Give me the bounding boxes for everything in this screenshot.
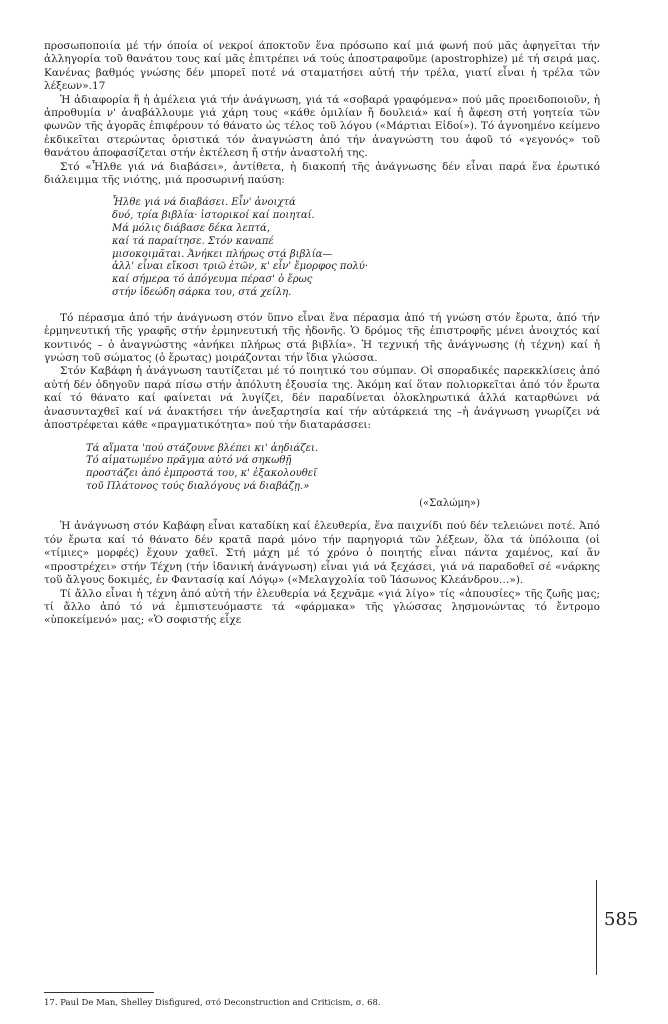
paragraph-6: Ἡ ἀνάγνωση στόν Καβάφη εἶναι καταδίκη καί ἐλευθερία, ἕνα παιχνίδι πού δέν τελειώνει ποτέ. Ἀπό τόν ἔρωτα καί τό θάνατο δέν κρατᾶ παρά μόνο τήν παρηγοριά τῶν λέξεων, ὅλα τά ὑπόλοιπα (οἱ «τίμιες» μορφές) ἔχουν χαθεῖ. Στή μάχη μέ τό χρόνο ὁ ποιητής εἶναι πάντα χαμένος, καί ἄν «προστρέχει» στήν Τέχνη (τήν ἰδανική ἀνάγνωση) εἶναι γιά νά ξεχάσει, γιά νά παραδοθεῖ σέ «νάρκης τοῦ ἄλγους δοκιμές, ἐν Φαντασίᾳ καί Λόγῳ» («Μελαγχολία τοῦ Ἰάσωνος Κλεάνδρου…»). (44, 520, 600, 587)
paragraph-3: Στό «Ἦλθε γιά νά διαβάσει», ἀντίθετα, ἡ διακοπή τῆς ἀνάγνωσης δέν εἶναι παρά ἕνα ἐρωτικό διάλειμμα τῆς νιότης, μιά προσωρινή παύση: (44, 160, 600, 187)
page-number-divider (596, 880, 597, 975)
poem-quote-1: Ἦλθε γιά νά διαβάσει. Εἶν' ἀνοιχτά δυό, τρία βιβλία· ἱστορικοί καί ποιηταί. Μά μόλις διάβασε δέκα λεπτά, καί τά παραίτησε. Στόν καναπέ μισοκοιμᾶται. Ἀνήκει πλήρως στά βιβλία— ἀλλ' εἶναι εἴκοσι τριῶ ἐτῶν, κ' εἶν' ἔμορφος πολύ· καί σήμερα τό ἀπόγευμα πέρασ' ὁ ἔρως στήν ἰδεώδη σάρκα του, στά χείλη. (112, 197, 369, 299)
document-page (44, 40, 600, 1015)
page-number: 585 (604, 909, 639, 930)
paragraph-7: Τί ἄλλο εἶναι ἡ τέχνη ἀπό αὐτή τήν ἐλευθερία νά ξεχνᾶμε «γιά λίγο» τίς «ἀπουσίες» τῆς ζωῆς μας; τί ἄλλο ἀπό τό νά ἐμπιστευόμαστε τά «φάρμακα» τῆς γλώσσας λησμονώντας τό ἔντρομο «ὑποκείμενό» μας; «Ὁ σοφιστής εἶχε (44, 587, 600, 627)
footnote-divider (44, 992, 154, 993)
poem-quote-2: Τά αἵματα 'πού στάζουνε βλέπει κι' ἀηδιάζει. Τό αἱματωμένο πρᾶγμα αὐτό νά σηκωθῇ προστάζει ἀπό ἐμπροστά του, κ' ἐξακολουθεῖ τοῦ Πλάτονος τούς διαλόγους νά διαβάζῃ.» (86, 442, 319, 492)
footnote: 17. Paul De Man, Shelley Disfigured, στό Deconstruction and Criticism, σ. 68. (44, 998, 381, 1008)
paragraph-4: Τό πέρασμα ἀπό τήν ἀνάγνωση στόν ὕπνο εἶναι ἕνα πέρασμα ἀπό τή γνώση στόν ἔρωτα, ἀπό τήν ἑρμηνευτική τῆς γραφῆς στήν ἑρμηνευτική τῆς ἡδονῆς. Ὁ δρόμος τῆς ἐπιστροφῆς μένει ἀνοιχτός καί κοντινός – ὁ ἀναγνώστης «ἀνήκει πλήρως στά βιβλία». Ἡ τεχνική τῆς ἀνάγνωσης (ἡ τέχνη) καί ἡ γνώση τοῦ σώματος (ὁ ἔρωτας) μοιράζονται τήν ἴδια γλώσσα. (44, 311, 600, 365)
paragraph-5: Στόν Καβάφη ἡ ἀνάγνωση ταυτίζεται μέ τό ποιητικό του σύμπαν. Οἱ σποραδικές παρεκκλίσεις ἀπό αὐτή δέν ὁδηγοῦν παρά πίσω στήν ἀπόλυτη ἐξουσία της. Ἀκόμη καί ὅταν πολιορκεῖται ἀπό τόν ἔρωτα καί τό θάνατο καί φαίνεται νά λυγίζει, δέν παραδίνεται ὁλοκληρωτικά ἀλλά καταρθώνει νά ἀνασυνταχθεῖ καί νά ἀνακτήσει τήν ἀνεξαρτησία καί τήν αὐτάρκειά της –ἡ ἀνάγνωση γνωρίζει νά ἀποστρέφεται κάθε «πραγματικότητα» πού τήν διαταράσσει: (44, 365, 600, 432)
poem-source: («Σαλώμη») (419, 497, 480, 509)
paragraph-2: Ἡ ἀδιαφορία ἤ ἡ ἀμέλεια γιά τήν ἀνάγνωση, γιά τά «σοβαρά γραφόμενα» πού μᾶς προειδοποιοῦν, ἡ ἀπροθυμία ν' ἀναβάλλουμε γιά χάρη τους «κάθε ὁμιλίαν ἤ δουλειά» καί ἡ ἄφεση στή γοητεία τῶν φωνῶν τῆς ἀγορᾶς ἐπιφέρουν τό θάνατο ὡς τέλος τοῦ λόγου («Μάρτιαι Εἰδοί»). Τό ἀγνοημένο κείμενο ἐκδικεῖται στερώντας ὁριστικά τόν ἀναγνώστη ἀπό τήν ἀναγνώστη του ἀφοῦ τό «γεγονός» τοῦ θανάτου ἀποφασίζεται στήν ἐκτέλεση ἤ στήν ἀναστολή της. (44, 93, 600, 160)
paragraph-1: προσωποποιία μέ τήν όποία οί νεκροί άποκτοῦν ἕνα πρόσωπο καί μιά φωνή πού μᾶς ἀφηγεῖται τήν ἀλληγορία τοῦ θανάτου τους καί μᾶς ἐπιτρέπει νά τούς ἀποστραφοῦμε (apostrophize) μέ τή σειρά μας. Κανένας βαθμός γνώσης δέν μπορεῖ ποτέ νά σταματήσει αὐτή τήν τρέλα, γιατί εἶναι ἡ τρέλα τῶν λέξεων».17 (44, 40, 600, 93)
